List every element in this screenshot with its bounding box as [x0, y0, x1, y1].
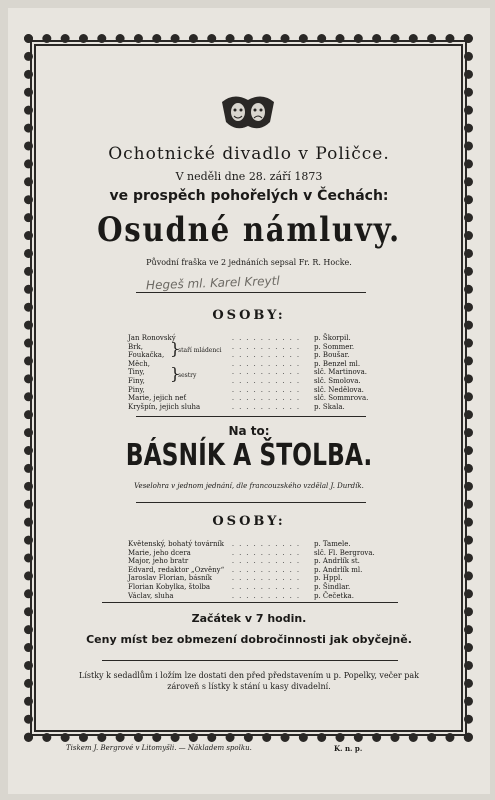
- divider: [136, 416, 366, 417]
- cast-row: Edvard, redaktor „Ozvěny“ .......... p. Andrlík ml.: [128, 565, 363, 574]
- cast-row: Major, jeho bratr .......... p. Andrlík st.: [128, 557, 360, 566]
- price-note: Ceny míst bez obmezení dobročinnosti jak obyčejně.: [86, 633, 412, 646]
- footer-mark: K. n. p.: [334, 744, 363, 753]
- play1-subtitle: Původní fraška ve 2 jednáních sepsal Fr. R. Hocke.: [146, 258, 352, 267]
- cast-row: Květenský, bohatý továrník .......... p. Tamele.: [128, 540, 351, 548]
- ticket-info: Lístky k sedadlům i ložím lze dostati den před představením u p. Popelky, večer pak zároveň s lístky k stání u kasy divadelní.: [79, 671, 419, 691]
- play2-subtitle: Veselohra v jednom jednání, dle francouzského vzdělal J. Durdík.: [134, 482, 364, 490]
- cast-row: Václav, sluha .......... p. Čečetka.: [128, 591, 354, 600]
- benefit-line: ve prospěch pohořelých v Čechách:: [109, 188, 389, 204]
- play1-cast-list: [128, 334, 388, 411]
- venue-line: Ochotnické divadlo v Poličce.: [108, 144, 390, 164]
- cast-row: Kryšpín, jejich sluha .......... p. Skala.: [128, 402, 345, 411]
- start-time: Začátek v 7 hodin.: [191, 612, 307, 625]
- theatre-masks-icon: [220, 92, 276, 132]
- cast-row: Brk, .......... p. Sommer.: [128, 342, 355, 351]
- divider: [136, 502, 366, 503]
- printer-credit: Tiskem J. Bergrové v Litomyšli. — Nákladem spolku.: [66, 744, 252, 752]
- cast-row: Tiny, .......... slč. Martinova.: [128, 368, 368, 377]
- brace: }: [170, 364, 181, 383]
- play2-intro: Na to:: [228, 424, 270, 438]
- cast-row: Florian Kobylka, štolba .......... p. Šindlar.: [128, 582, 351, 591]
- play1-title: Osudné námluvy.: [97, 210, 401, 250]
- cast-row: Jan Ronovský .......... p. Škorpil.: [128, 334, 351, 342]
- cast-row: Piny, .......... slč. Nedělova.: [128, 385, 364, 394]
- brace-note: sestry: [178, 372, 197, 379]
- play2-cast-heading: OSOBY:: [212, 514, 286, 529]
- divider: [102, 660, 398, 661]
- play2-title: BÁSNÍK A ŠTOLBA.: [125, 438, 373, 473]
- cast-row: Foukačka, .......... p. Boušar.: [128, 351, 350, 360]
- cast-row: Měch, .......... p. Benzel ml.: [128, 359, 361, 368]
- divider: [102, 602, 398, 603]
- cast-row: Jaroslav Florian, básník .......... p. Hppl.: [128, 574, 343, 583]
- brace: }: [170, 339, 181, 358]
- play1-cast-heading: OSOBY:: [212, 308, 286, 323]
- play2-cast-list: [128, 540, 388, 600]
- cast-row: Finy, .......... slč. Smolova.: [128, 376, 361, 385]
- handwritten-signature: Hegeš ml. Karel Kreytl: [145, 273, 280, 293]
- cast-row: Marie, jejich neť .......... slč. Sommrova.: [128, 394, 369, 403]
- divider: [136, 292, 366, 293]
- poster-content: [56, 82, 442, 712]
- brace-note: staří mládenci: [178, 347, 222, 354]
- cast-row: Marie, jeho dcera .......... slč. Fl. Bergrova.: [128, 548, 375, 557]
- date-line: V neděli dne 28. září 1873: [175, 170, 323, 183]
